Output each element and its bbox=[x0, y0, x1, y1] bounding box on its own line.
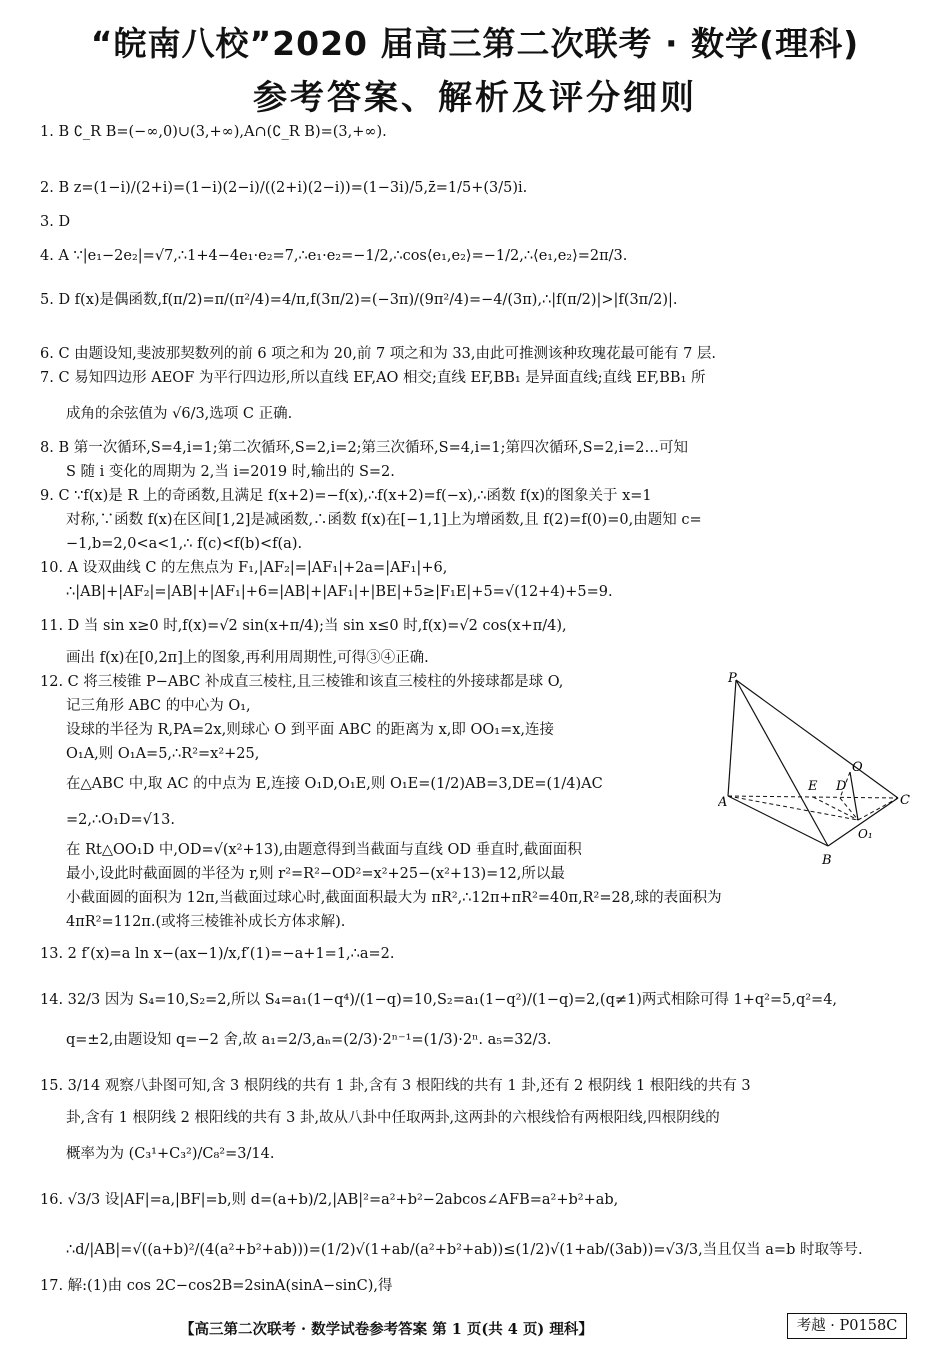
answer-line-l12d: O₁A,则 O₁A=5,∴R²=x²+25, bbox=[66, 746, 260, 762]
answer-line-l12g: 在 Rt△OO₁D 中,OD=√(x²+13),由题意得到当截面与直线 OD 垂直时,截面面积 bbox=[66, 842, 582, 858]
answer-line-l7b: 成角的余弦值为 √6/3,选项 C 正确. bbox=[66, 406, 293, 422]
answer-line-l12e: 在△ABC 中,取 AC 的中点为 E,连接 O₁D,O₁E,则 O₁E=(1/2)AB=3,DE=(1/4)AC bbox=[66, 776, 603, 792]
answer-line-l6: 6. C 由题设知,斐波那契数列的前 6 项之和为 20,前 7 项之和为 33,由此可推测该种玫瑰花最可能有 7 层. bbox=[40, 346, 717, 362]
answer-line-l1: 1. B ∁_R B=(−∞,0)∪(3,+∞),A∩(∁_R B)=(3,+∞). bbox=[40, 124, 387, 140]
answer-line-l9c: −1,b=2,0<a<1,∴ f(c)<f(b)<f(a). bbox=[66, 536, 303, 552]
answer-line-l9a: 9. C ∵f(x)是 R 上的奇函数,且满足 f(x+2)=−f(x),∴f(x+2)=f(−x),∴函数 f(x)的图象关于 x=1 bbox=[40, 488, 652, 504]
answer-line-l12j: 4πR²=112π.(或将三棱锥补成长方体求解). bbox=[66, 914, 346, 930]
answer-line-l10a: 10. A 设双曲线 C 的左焦点为 F₁,|AF₂|=|AF₁|+2a=|AF₁|+6, bbox=[40, 560, 448, 576]
page-footer: 【高三第二次联考 · 数学试卷参考答案 第 1 页(共 4 页) 理科】 bbox=[180, 1321, 593, 1338]
answer-line-l2: 2. B z=(1−i)/(2+i)=(1−i)(2−i)/((2+i)(2−i))=(1−3i)/5,z̄=1/5+(3/5)i. bbox=[40, 180, 528, 196]
answer-line-l10b: ∴|AB|+|AF₂|=|AB|+|AF₁|+6=|AB|+|AF₁|+|BE|+5≥|F₁E|+5=√(12+4)+5=9. bbox=[66, 584, 613, 600]
answer-line-l14a: 14. 32/3 因为 S₄=10,S₂=2,所以 S₄=a₁(1−q⁴)/(1−q)=10,S₂=a₁(1−q²)/(1−q)=2,(q≠1)两式相除可得 1+q²=5,q²=4, bbox=[40, 992, 838, 1008]
label-d: D bbox=[836, 779, 847, 794]
answer-line-l11a: 11. D 当 sin x≥0 时,f(x)=√2 sin(x+π/4);当 sin x≤0 时,f(x)=√2 cos(x+π/4), bbox=[40, 618, 567, 634]
label-c: C bbox=[900, 793, 910, 808]
answer-line-l14b: q=±2,由题设知 q=−2 舍,故 a₁=2/3,aₙ=(2/3)·2ⁿ⁻¹=(1/3)·2ⁿ. a₅=32/3. bbox=[66, 1032, 552, 1048]
answer-line-l16b: ∴d/|AB|=√((a+b)²/(4(a²+b²+ab)))=(1/2)√(1+ab/(a²+b²+ab))≤(1/2)√(1+ab/(3ab))=√3/3,当且仅当 a=b 时取等号. bbox=[66, 1242, 863, 1258]
answer-line-l7a: 7. C 易知四边形 AEOF 为平行四边形,所以直线 EF,AO 相交;直线 EF,BB₁ 是异面直线;直线 EF,BB₁ 所 bbox=[40, 370, 706, 386]
answer-line-l15a: 15. 3/14 观察八卦图可知,含 3 根阴线的共有 1 卦,含有 3 根阳线的共有 1 卦,还有 2 根阴线 1 根阳线的共有 3 bbox=[40, 1078, 751, 1094]
answer-line-l16a: 16. √3/3 设|AF|=a,|BF|=b,则 d=(a+b)/2,|AB|²=a²+b²−2abcos∠AFB=a²+b²+ab, bbox=[40, 1192, 619, 1208]
label-a: A bbox=[718, 795, 728, 810]
answer-line-l15c: 概率为为 (C₃¹+C₃²)/C₈²=3/14. bbox=[66, 1146, 275, 1162]
answer-line-l8a: 8. B 第一次循环,S=4,i=1;第二次循环,S=2,i=2;第三次循环,S=4,i=1;第四次循环,S=2,i=2…可知 bbox=[40, 440, 689, 456]
label-o: O bbox=[852, 760, 863, 775]
answer-line-l9b: 对称,∵函数 f(x)在区间[1,2]是减函数,∴函数 f(x)在[−1,1]上为增函数,且 f(2)=f(0)=0,由题知 c= bbox=[66, 512, 702, 528]
label-o1: O₁ bbox=[858, 827, 873, 841]
answer-line-l12c: 设球的半径为 R,PA=2x,则球心 O 到平面 ABC 的距离为 x,即 OO₁=x,连接 bbox=[66, 722, 555, 738]
answer-line-l12b: 记三角形 ABC 的中心为 O₁, bbox=[66, 698, 251, 714]
answer-line-l5: 5. D f(x)是偶函数,f(π/2)=π/(π²/4)=4/π,f(3π/2)=(−3π)/(9π²/4)=−4/(3π),∴|f(π/2)|>|f(3π/2)|. bbox=[40, 292, 678, 308]
answer-line-l15b: 卦,含有 1 根阴线 2 根阳线的共有 3 卦,故从八卦中任取两卦,这两卦的六根线恰有两根阳线,四根阴线的 bbox=[66, 1110, 720, 1126]
answer-line-l4: 4. A ∵|e₁−2e₂|=√7,∴1+4−4e₁·e₂=7,∴e₁·e₂=−1/2,∴cos⟨e₁,e₂⟩=−1/2,∴⟨e₁,e₂⟩=2π/3. bbox=[40, 248, 628, 264]
answer-line-l12h: 最小,设此时截面圆的半径为 r,则 r²=R²−OD²=x²+25−(x²+13)=12,所以最 bbox=[66, 866, 565, 882]
answer-line-l12f: =2,∴O₁D=√13. bbox=[66, 812, 175, 828]
answer-line-l12i: 小截面圆的面积为 12π,当截面过球心时,截面面积最大为 πR²,∴12π+πR²=40π,R²=28,球的表面积为 bbox=[66, 890, 722, 906]
label-b: B bbox=[822, 853, 832, 868]
answer-line-l8b: S 随 i 变化的周期为 2,当 i=2019 时,输出的 S=2. bbox=[66, 464, 395, 480]
page-subtitle: 参考答案、解析及评分细则 bbox=[253, 78, 697, 118]
label-e: E bbox=[808, 779, 818, 794]
label-p: P bbox=[728, 671, 737, 686]
page-title: “皖南八校”2020 届高三第二次联考 · 数学(理科) bbox=[90, 24, 860, 63]
answer-line-l17: 17. 解:(1)由 cos 2C−cos2B=2sinA(sinA−sinC),得 bbox=[40, 1278, 393, 1294]
answer-line-l12a: 12. C 将三棱锥 P−ABC 补成直三棱柱,且三棱锥和该直三棱柱的外接球都是球 O, bbox=[40, 674, 564, 690]
exam-code-box: 考越 · P0158C bbox=[787, 1313, 907, 1339]
answer-line-l3: 3. D bbox=[40, 214, 71, 230]
triangular-pyramid-figure bbox=[718, 668, 918, 868]
answer-line-l13: 13. 2 f′(x)=a ln x−(ax−1)/x,f′(1)=−a+1=1,∴a=2. bbox=[40, 946, 395, 962]
answer-line-l11b: 画出 f(x)在[0,2π]上的图象,再利用周期性,可得③④正确. bbox=[66, 650, 429, 666]
